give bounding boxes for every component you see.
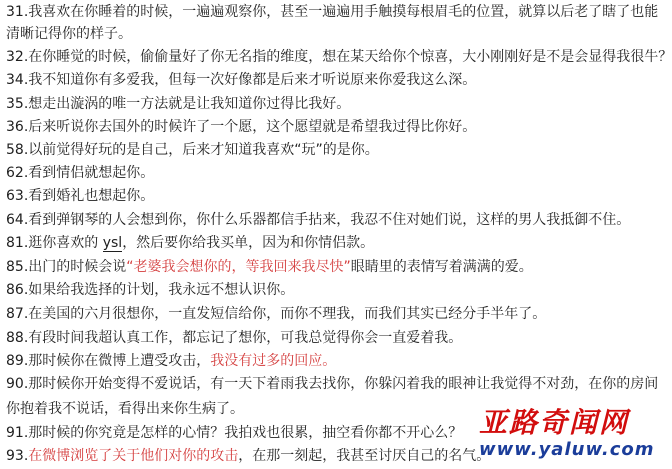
watermark-logo	[479, 406, 655, 463]
text-line	[6, 2, 659, 22]
text-segment: 你抱着我不说话，看得出来你生病了。	[6, 401, 244, 417]
text-line	[6, 233, 629, 253]
text-line	[6, 70, 629, 90]
text-segment: 88.有段时间我超认真工作，都忘记了想你，可我总觉得你会一直爱着我。	[6, 330, 463, 346]
text-segment: 32.在你睡觉的时候，偷偷量好了你无名指的维度，想在某天给你个惊喜，大小刚刚好是不是会显得我很牛？	[6, 49, 672, 65]
text-line	[6, 257, 629, 277]
text-line	[6, 24, 629, 44]
text-segment: 87.在美国的六月很想你，一直发短信给你，而你不理我，而我们其实已经分手半年了。	[6, 306, 547, 322]
text-segment: 58.以前觉得好玩的是自己，后来才知道我喜欢“玩”的是你。	[6, 142, 379, 158]
underlined-text: ysl	[102, 235, 123, 251]
text-line	[6, 304, 629, 324]
text-segment: 64.看到弹钢琴的人会想到你，你什么乐器都信手拈来，我忍不住对她们说，这样的男人我抵御不住。	[6, 212, 631, 228]
text-segment: 35.想走出漩涡的唯一方法就是让我知道你过得比我好。	[6, 96, 351, 112]
highlighted-text: 在微博浏览了关于他们对你的攻击	[28, 448, 239, 464]
text-segment: 85.出门的时候会说	[6, 259, 127, 275]
text-segment: 86.如果给我选择的计划，我永远不想认识你。	[6, 282, 295, 298]
text-line	[6, 117, 629, 137]
text-line	[6, 351, 629, 371]
text-line	[6, 140, 629, 160]
highlighted-text: “老婆我会想你的，等我回来我尽快”	[126, 259, 351, 275]
text-line	[6, 280, 629, 300]
watermark-name: 亚路奇闻网	[479, 406, 630, 439]
text-segment: 91.那时候的你究竟是怎样的心情？我拍戏也很累，抽空看你都不开心么？	[6, 425, 463, 441]
text-line	[6, 186, 629, 206]
text-segment: 81.逛你喜欢的	[6, 235, 103, 251]
highlighted-text: 我没有过多的回应。	[210, 353, 337, 369]
text-segment: 34.我不知道你有多爱我，但每一次好像都是后来才听说原来你爱我这么深。	[6, 72, 477, 88]
text-segment: 63.看到婚礼也想起你。	[6, 188, 155, 204]
text-segment: 36.后来听说你去国外的时候许了一个愿，这个愿望就是希望我过得比你好。	[6, 119, 477, 135]
text-line	[6, 374, 659, 394]
text-segment: ，然后要你给我买单，因为和你情侣款。	[122, 235, 375, 251]
text-line	[6, 47, 672, 67]
text-segment: 31.我喜欢在你睡着的时候，一遍遍观察你，甚至一遍遍用手触摸每根眉毛的位置，就算以后老了瞎了也能	[6, 4, 659, 20]
text-segment: 62.看到情侣就想起你。	[6, 165, 155, 181]
text-segment: 89.那时候你在微博上遭受攻击，	[6, 353, 211, 369]
text-segment: 93.	[6, 448, 29, 464]
text-segment: 90.那时候你开始变得不爱说话，有一天下着雨我去找你，你躲闪着我的眼神让我觉得不对劲，在你的房间	[6, 376, 659, 392]
text-line	[6, 328, 629, 348]
text-line	[6, 210, 629, 230]
text-line	[6, 163, 629, 183]
text-line	[6, 94, 629, 114]
watermark-url: www.yaluw.com	[479, 439, 655, 460]
text-segment: 清晰记得你的样子。	[6, 26, 132, 42]
text-segment: ，在那一刻起，我甚至讨厌自己的名气。	[238, 448, 491, 464]
text-segment: 眼睛里的表情写着满满的爱。	[350, 259, 533, 275]
